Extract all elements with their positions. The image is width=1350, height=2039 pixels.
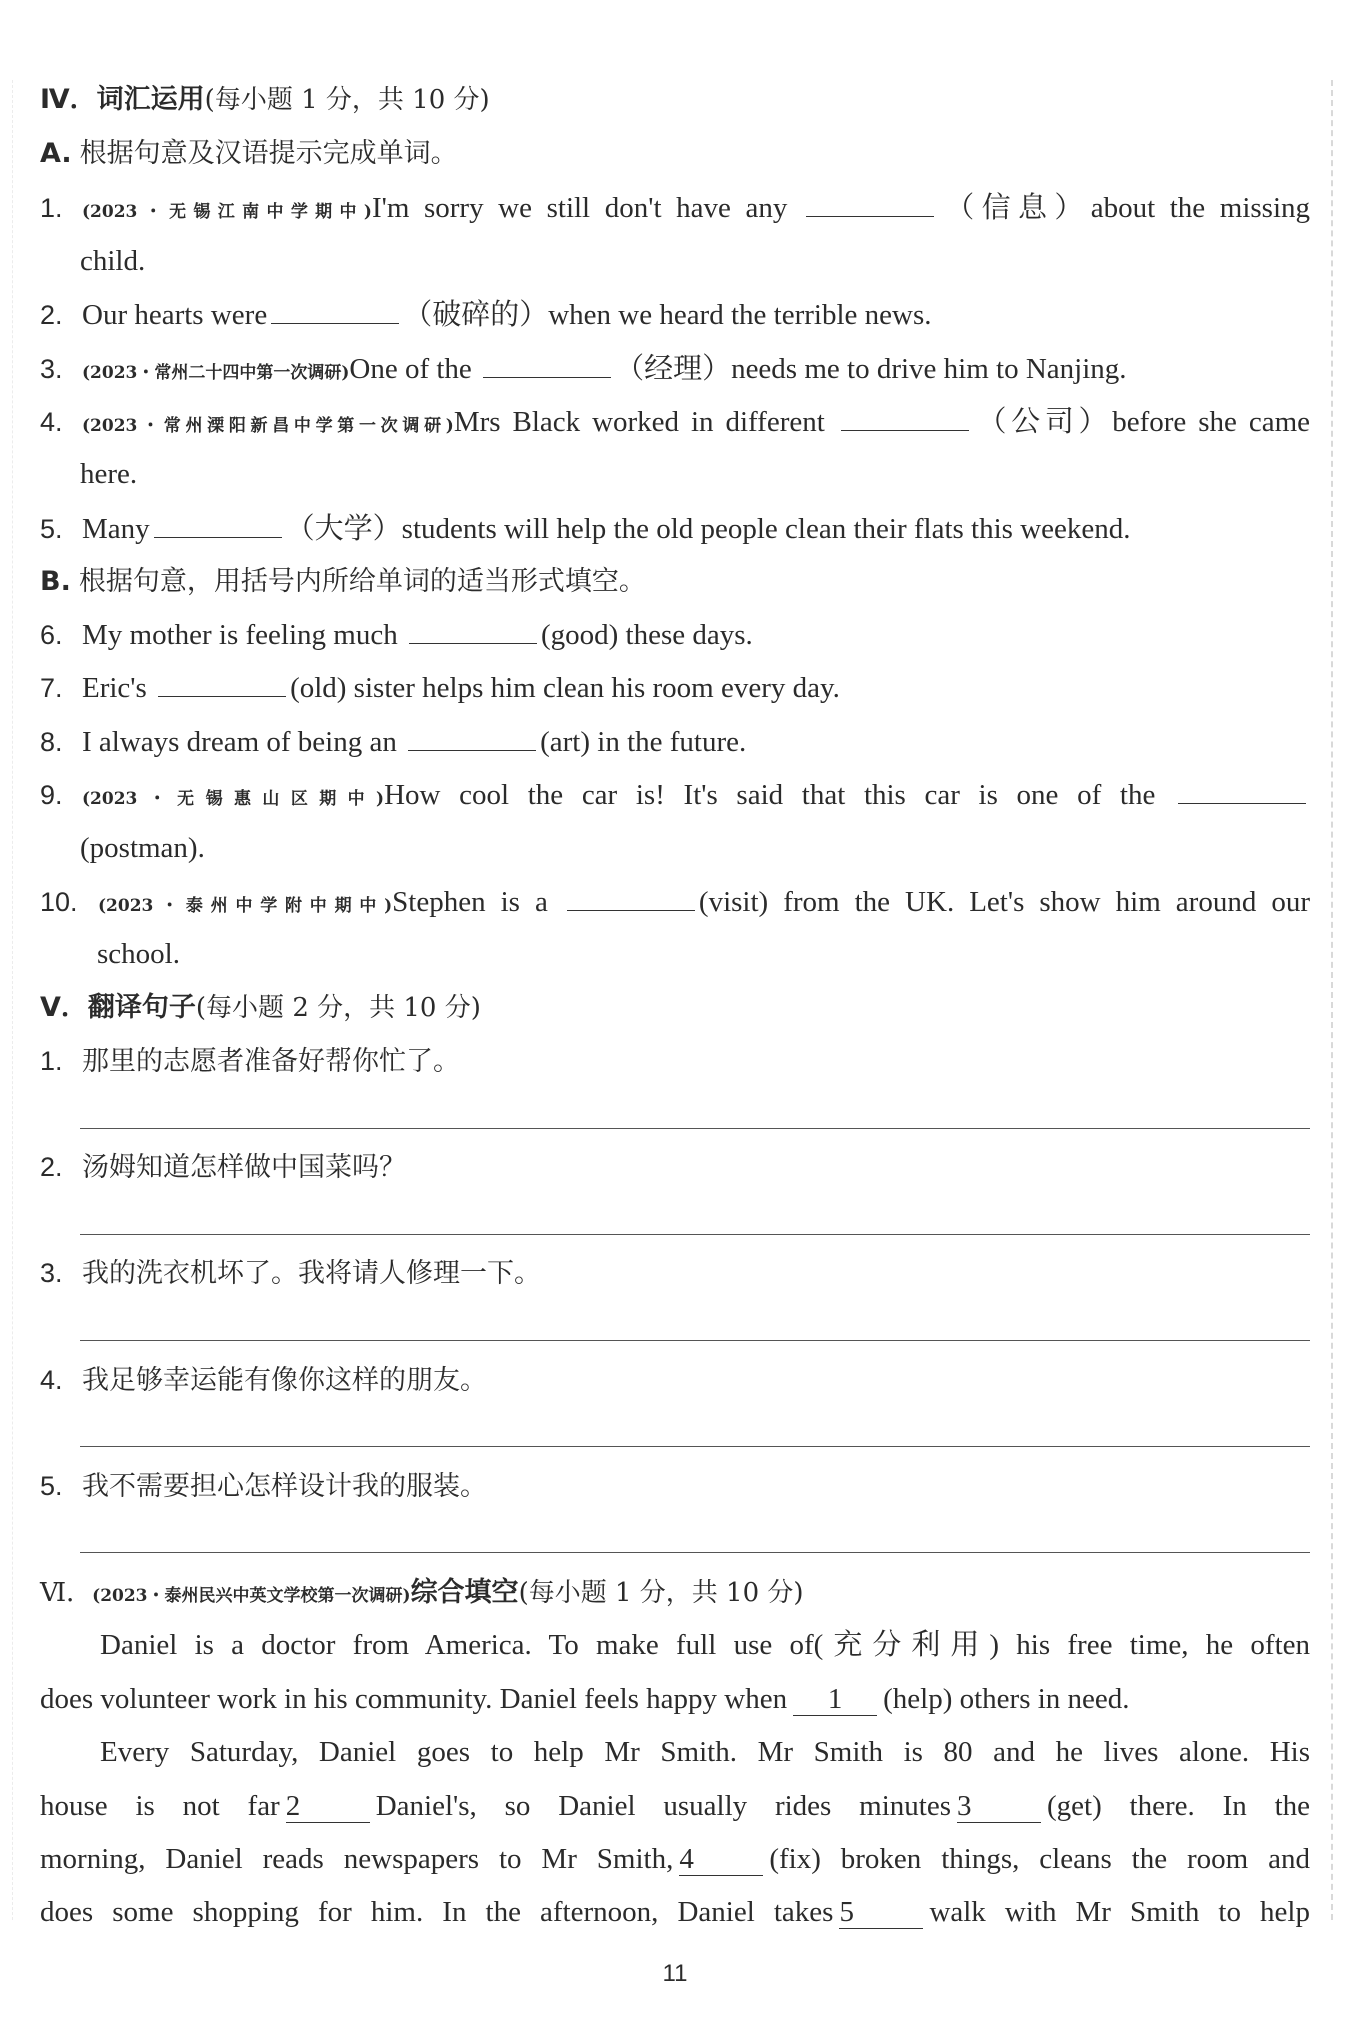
question-hint: (old) sister helps him clean his room every day. (290, 672, 840, 704)
question-hint: （大学）students will help the old people clean their flats this weekend. (285, 513, 1131, 545)
section-4-header (40, 78, 1310, 121)
section-5-header (40, 986, 1310, 1029)
question-5 (40, 507, 1310, 550)
question-10 (40, 880, 1310, 927)
question-1 (40, 186, 1310, 233)
answer-blank[interactable] (841, 400, 969, 431)
instruction-text: 根据句意及汉语提示完成单词。 (79, 138, 458, 169)
passage-line-2 (40, 1678, 1310, 1720)
passage-text: house is not far (40, 1790, 280, 1822)
answer-line[interactable] (80, 1552, 1310, 1553)
question-text: (postman). (80, 832, 205, 864)
numbered-blank[interactable]: 2 (286, 1790, 370, 1823)
translate-2 (40, 1146, 1310, 1189)
passage-text: Daniel's, so Daniel usually rides minutes (375, 1790, 951, 1822)
translate-1 (40, 1040, 1310, 1083)
passage-text: (get) there. In the (1046, 1790, 1310, 1822)
question-number: 9. (40, 780, 63, 810)
question-hint: （信息）about the missing (937, 192, 1311, 224)
answer-line[interactable] (80, 1340, 1310, 1341)
question-source: (2023・常州二十四中第一次调研) (82, 363, 350, 383)
question-text: 我不需要担心怎样设计我的服装。 (82, 1471, 487, 1502)
page-number: 11 (662, 1960, 688, 1987)
answer-blank[interactable] (271, 293, 399, 324)
section-points: (每小题 1 分，共 10 分) (204, 85, 490, 115)
question-hint: (visit) from the UK. Let's show him around our (698, 886, 1311, 918)
question-hint: （公司）before she came (972, 406, 1310, 438)
question-text: How cool the car is! It's said that this car is one of the (384, 779, 1156, 811)
part-a-instruction (40, 132, 1310, 175)
passage-line-5 (40, 1838, 1310, 1880)
question-hint: (good) these days. (540, 619, 753, 651)
question-number: 4. (40, 407, 63, 437)
question-text: 那里的志愿者准备好帮你忙了。 (82, 1046, 460, 1077)
question-number: 6. (40, 620, 63, 650)
question-number: 10. (40, 887, 78, 917)
question-text: Our hearts were (82, 299, 268, 331)
question-10-cont (97, 933, 1350, 975)
part-label: A. (40, 138, 72, 169)
cut-line-right (1331, 80, 1333, 1920)
question-hint: (art) in the future. (540, 726, 747, 758)
answer-line[interactable] (80, 1128, 1310, 1129)
question-text: school. (97, 938, 180, 970)
answer-line[interactable] (80, 1446, 1310, 1447)
question-number: 5. (40, 1471, 63, 1501)
question-9 (40, 773, 1310, 820)
question-text: My mother is feeling much (82, 619, 398, 651)
question-number: 3. (40, 354, 63, 384)
question-number: 2. (40, 1152, 63, 1182)
question-hint: （经理）needs me to drive him to Nanjing. (615, 353, 1127, 385)
question-text: here. (80, 458, 138, 490)
passage-text: walk with Mr Smith to help (929, 1896, 1310, 1928)
translate-4 (40, 1359, 1310, 1402)
translate-5 (40, 1465, 1310, 1508)
translate-3 (40, 1252, 1310, 1295)
passage-text: (fix) broken things, cleans the room and (769, 1843, 1310, 1875)
question-source: (2023・泰州民兴中英文学校第一次调研) (92, 1586, 411, 1606)
question-hint: （破碎的）when we heard the terrible news. (403, 299, 932, 331)
question-text: Eric's (82, 672, 147, 704)
question-text: Stephen is a (392, 886, 548, 918)
passage-text: Every Saturday, Daniel goes to help Mr Smith. Mr Smith is 80 and he lives alone. His (100, 1736, 1310, 1768)
question-text: I'm sorry we still don't have any (371, 192, 788, 224)
question-source: (2023・无锡惠山区期中) (82, 789, 385, 809)
question-number: 4. (40, 1365, 63, 1395)
answer-blank[interactable] (154, 507, 282, 538)
question-3 (40, 347, 1310, 394)
question-text: 我足够幸运能有像你这样的朋友。 (82, 1365, 487, 1396)
passage-text: Daniel is a doctor from America. To make full use of(充分利用) his free time, he often (100, 1629, 1310, 1661)
instruction-text: 根据句意，用括号内所给单词的适当形式填空。 (78, 566, 646, 597)
cut-line-left (12, 80, 13, 1920)
question-text: One of the (349, 353, 472, 385)
passage-text: (help) others in need. (883, 1683, 1130, 1715)
passage-text: morning, Daniel reads newspapers to Mr Smith, (40, 1843, 674, 1875)
question-8 (40, 720, 1310, 763)
section-6-header (40, 1571, 1310, 1617)
question-number: 2. (40, 300, 63, 330)
question-number: 7. (40, 673, 63, 703)
answer-blank[interactable] (1178, 773, 1306, 804)
answer-blank[interactable] (483, 347, 611, 378)
question-9-cont (80, 827, 1350, 869)
question-number: 1. (40, 193, 63, 223)
numbered-blank[interactable]: 3 (957, 1790, 1041, 1823)
question-text: child. (80, 245, 146, 277)
answer-blank[interactable] (158, 666, 286, 697)
question-4-cont (80, 453, 1350, 495)
question-number: 3. (40, 1258, 63, 1288)
numbered-blank[interactable]: 4 (679, 1843, 763, 1876)
numbered-blank[interactable]: 1 (793, 1683, 877, 1716)
question-number: 1. (40, 1046, 63, 1076)
answer-blank[interactable] (408, 720, 536, 751)
question-2 (40, 293, 1310, 336)
answer-line[interactable] (80, 1234, 1310, 1235)
passage-text: does some shopping for him. In the afternoon, Daniel takes (40, 1896, 834, 1928)
section-number: Ⅵ． (40, 1578, 93, 1608)
question-number: 5. (40, 514, 63, 544)
section-title: 综合填空 (410, 1577, 519, 1608)
question-7 (40, 666, 1310, 709)
passage-line-6 (40, 1891, 1310, 1933)
passage-line-3 (100, 1731, 1310, 1773)
question-text: Many (82, 513, 150, 545)
answer-blank[interactable] (409, 613, 537, 644)
question-number: 8. (40, 727, 63, 757)
question-source: (2023・无锡江南中学期中) (82, 202, 372, 222)
section-title: Ⅳ．词汇运用 (40, 84, 205, 115)
passage-line-4 (40, 1785, 1310, 1827)
question-source: (2023・常州溧阳新昌中学第一次调研) (82, 416, 454, 436)
question-6 (40, 613, 1310, 656)
section-title: Ⅴ．翻译句子 (40, 992, 196, 1023)
answer-blank[interactable] (806, 186, 934, 217)
passage-text: does volunteer work in his community. Daniel feels happy when (40, 1683, 788, 1715)
question-text: I always dream of being an (82, 726, 397, 758)
section-points: (每小题 2 分，共 10 分) (195, 993, 481, 1023)
answer-blank[interactable] (567, 880, 695, 911)
part-label: B. (40, 566, 71, 597)
passage-line-1 (100, 1624, 1310, 1666)
question-source: (2023・泰州中学附中期中) (98, 896, 393, 916)
question-1-cont (80, 240, 1350, 282)
question-text: 汤姆知道怎样做中国菜吗？ (82, 1152, 406, 1183)
part-b-instruction (40, 560, 1310, 603)
section-points: (每小题 1 分，共 10 分) (518, 1578, 804, 1608)
question-4 (40, 400, 1310, 447)
numbered-blank[interactable]: 5 (839, 1896, 923, 1929)
question-text: Mrs Black worked in different (453, 406, 825, 438)
question-text: 我的洗衣机坏了。我将请人修理一下。 (82, 1258, 541, 1289)
